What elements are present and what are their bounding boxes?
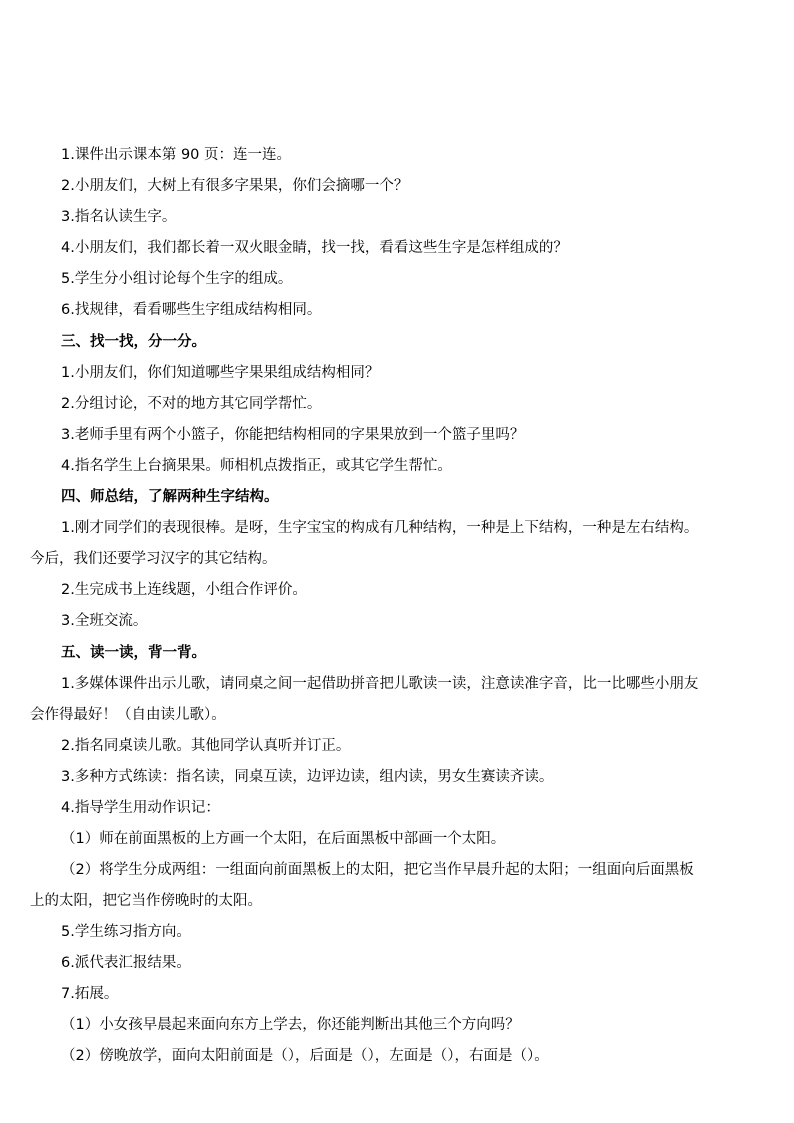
text-line: 1.刚才同学们的表现很棒。是呀，生字宝宝的构成有几种结构，一种是上下结构，一种是左右结构。 [61,520,699,536]
text-line: 5.学生分小组讨论每个生字的组成。 [61,271,293,287]
text-line: （1）小女孩早晨起来面向东方上学去，你还能判断出其他三个方向吗？ [61,1017,520,1033]
text-line: （2）傍晚放学，面向太阳前面是（），后面是（），左面是（），右面是（）。 [61,1048,549,1064]
text-line: 2.生完成书上连线题，小组合作评价。 [61,582,307,598]
text-line: 2.分组讨论，不对的地方其它同学帮忙。 [61,396,322,412]
text-line: 会作得最好！（自由读儿歌）。 [30,707,226,723]
text-line: 2.小朋友们，大树上有很多字果果，你们会摘哪一个？ [61,178,409,194]
section-heading: 四、师总结，了解两种生字结构。 [61,489,279,505]
text-line: 1.多媒体课件出示儿歌，请同桌之间一起借助拼音把儿歌读一读，注意读准字音，比一比哪些小朋友 [61,676,699,692]
text-line: 4.指名学生上台摘果果。师相机点拨指正，或其它学生帮忙。 [61,458,452,474]
text-line: 4.小朋友们，我们都长着一双火眼金睛，找一找，看看这些生字是怎样组成的？ [61,240,568,256]
section-heading: 五、读一读，背一背。 [61,645,206,661]
text-line: 今后，我们还要学习汉字的其它结构。 [30,551,277,567]
text-line: 7.拓展。 [61,986,119,1002]
text-line: 3.全班交流。 [61,613,148,629]
text-line: 5.学生练习指方向。 [61,924,191,940]
text-line: 3.多种方式练读：指名读，同桌互读，边评边读，组内读，男女生赛读齐读。 [61,769,554,785]
text-line: 3.老师手里有两个小篮子，你能把结构相同的字果果放到一个篮子里吗？ [61,427,525,443]
text-line: （1）师在前面黑板的上方画一个太阳，在后面黑板中部画一个太阳。 [61,831,506,847]
text-line: （2）将学生分成两组：一组面向前面黑板上的太阳，把它当作早晨升起的太阳；一组面向后面黑板 [61,862,694,878]
section-heading: 三、找一找，分一分。 [61,334,206,350]
text-line: 6.派代表汇报结果。 [61,955,191,971]
text-line: 3.指名认读生字。 [61,209,177,225]
text-line: 2.指名同桌读儿歌。其他同学认真听并订正。 [61,738,351,754]
text-line: 上的太阳，把它当作傍晚时的太阳。 [30,893,262,909]
text-line: 6.找规律，看看哪些生字组成结构相同。 [61,302,322,318]
text-line: 1.课件出示课本第 90 页：连一连。 [61,147,292,163]
text-line: 4.指导学生用动作识记： [61,800,220,816]
text-line: 1.小朋友们，你们知道哪些字果果组成结构相同？ [61,365,380,381]
